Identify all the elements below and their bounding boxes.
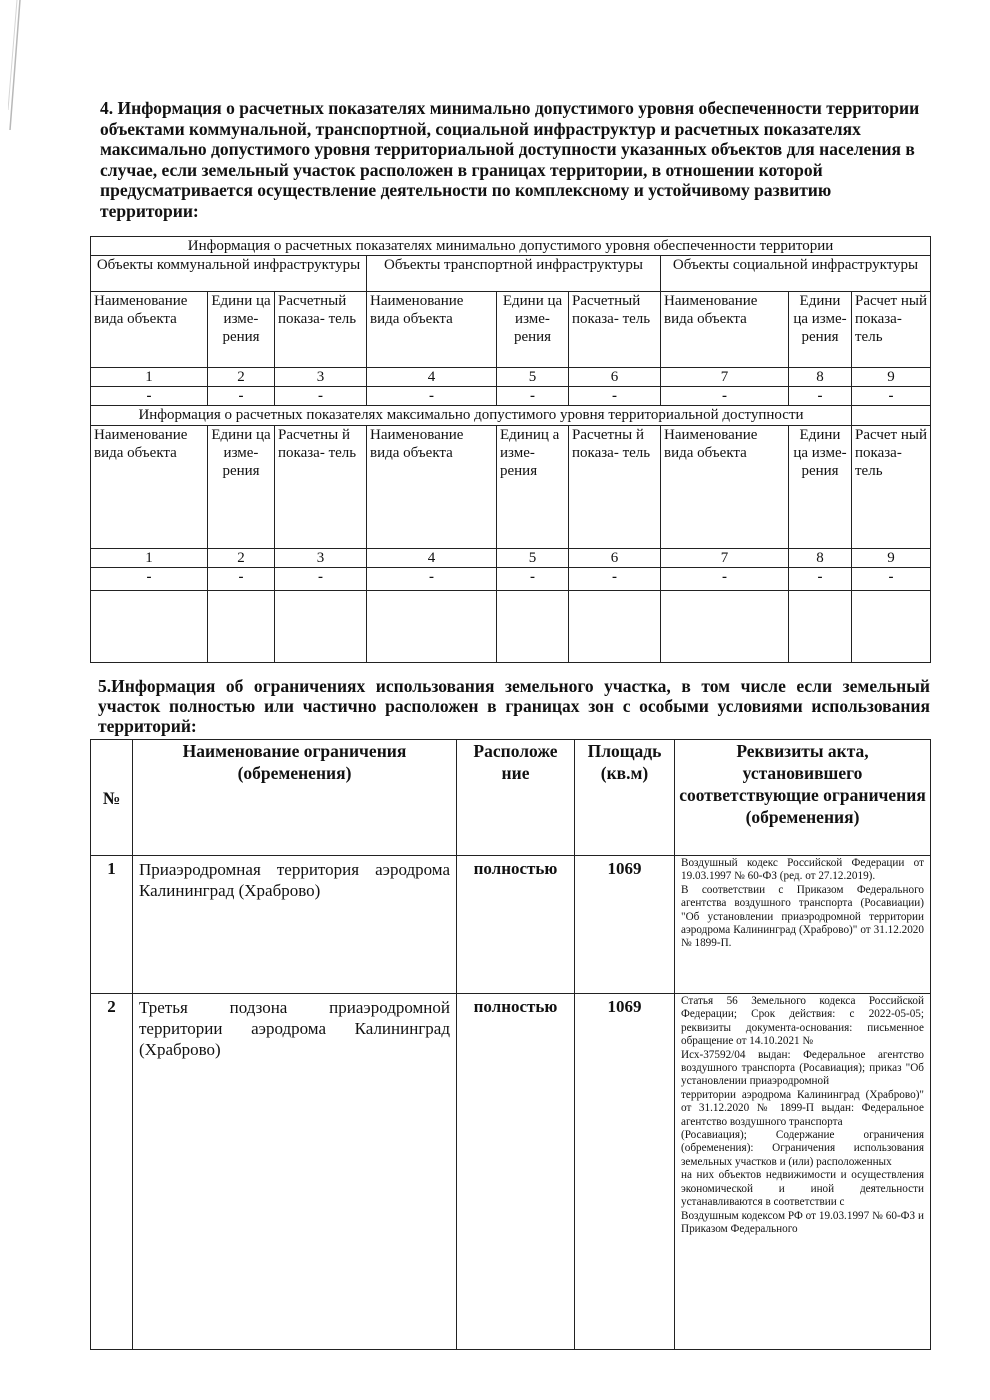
min-header-cell: Едини ца изме- рения: [789, 292, 852, 368]
min-header-cell: Наименование вида объекта: [367, 292, 497, 368]
group-social: Объекты социальной инфраструктуры: [661, 256, 931, 292]
group-transport: Объекты транспортной инфраструктуры: [367, 256, 661, 292]
row-number: 2: [91, 994, 133, 1350]
requisites-paragraph: В соответствии с Приказом Федерального агентства воздушного транспорта (Росавиации) "Об установлении приаэродромной территории аэродрома Калининград (Храброво)" от 31.12.2020 № 1899-П.: [681, 883, 924, 950]
empty-value: -: [497, 568, 569, 591]
restriction-area: 1069: [575, 994, 675, 1350]
blank-cell: [208, 591, 275, 663]
min-header-cell: Расчетный показа- тель: [569, 292, 661, 368]
restriction-name: Приаэродромная территория аэродрома Калининград (Храброво): [133, 856, 457, 994]
empty-value: -: [275, 387, 367, 406]
empty-value: -: [569, 568, 661, 591]
blank-cell: [852, 591, 931, 663]
requisites-paragraph: Исх-37592/04 выдан: Федеральное агентство воздушного транспорта (Росавиация); приказ "Об установлении приаэродромной: [681, 1048, 924, 1088]
empty-value: -: [661, 568, 789, 591]
restriction-location: полностью: [457, 856, 575, 994]
blank-cell: [569, 591, 661, 663]
blank-cell: [497, 591, 569, 663]
column-number: 1: [91, 368, 208, 387]
max-header-cell: Едини ца изме- рения: [208, 426, 275, 549]
column-number: 6: [569, 549, 661, 568]
max-header-cell: Расчет ный показа- тель: [852, 426, 931, 549]
column-number: 2: [208, 368, 275, 387]
min-header-cell: Расчетный показа- тель: [275, 292, 367, 368]
header-location: Расположе ние: [457, 740, 575, 856]
empty-value: -: [91, 387, 208, 406]
column-number: 3: [275, 368, 367, 387]
row-number: 1: [91, 856, 133, 994]
blank-cell: [367, 591, 497, 663]
group-communal: Объекты коммунальной инфраструктуры: [91, 256, 367, 292]
header-area: Площадь (кв.м): [575, 740, 675, 856]
empty-value: -: [91, 568, 208, 591]
empty-value: -: [367, 568, 497, 591]
section-5-heading: 5.Информация об ограничениях использования земельного участка, в том числе если земельный участок полностью или частично расположен в границах зон с особыми условиями использования территорий:: [98, 676, 930, 736]
restriction-requisites: [675, 994, 931, 1350]
empty-value: -: [208, 568, 275, 591]
empty-value: -: [661, 387, 789, 406]
column-number: 5: [497, 368, 569, 387]
column-number: 5: [497, 549, 569, 568]
table-row: [91, 856, 931, 994]
blank-cell: [852, 406, 931, 426]
column-number: 3: [275, 549, 367, 568]
restriction-location: полностью: [457, 994, 575, 1350]
max-header-cell: Расчетны й показа- тель: [569, 426, 661, 549]
blank-cell: [275, 591, 367, 663]
max-header-cell: Расчетны й показа- тель: [275, 426, 367, 549]
blank-cell: [91, 591, 208, 663]
column-number: 8: [789, 549, 852, 568]
blank-cell: [661, 591, 789, 663]
max-header-cell: Наименование вида объекта: [661, 426, 789, 549]
empty-value: -: [789, 387, 852, 406]
empty-value: -: [367, 387, 497, 406]
column-number: 6: [569, 368, 661, 387]
header-restriction-name: Наименование ограничения (обременения): [133, 740, 457, 856]
restriction-name: Третья подзона приаэродромной территории аэродрома Калининград (Храброво): [133, 994, 457, 1350]
requisites-paragraph: Воздушным кодексом РФ от 19.03.1997 № 60-ФЗ и Приказом Федерального: [681, 1209, 924, 1235]
min-header-cell: Едини ца изме- рения: [208, 292, 275, 368]
column-number: 4: [367, 368, 497, 387]
restriction-requisites: [675, 856, 931, 994]
empty-value: -: [497, 387, 569, 406]
requisites-paragraph: на них объектов недвижимости и осуществления экономической и иной деятельности устанавливаются в соответствии с: [681, 1169, 924, 1209]
requisites-paragraph: (Росавиация); Содержание ограничения (обременения): Ограничения использования земельных участков и (или) расположенных: [681, 1129, 924, 1168]
infrastructure-indicators-table: [90, 236, 931, 663]
blank-cell: [789, 591, 852, 663]
empty-value: -: [275, 568, 367, 591]
column-number: 1: [91, 549, 208, 568]
column-number: 2: [208, 549, 275, 568]
column-number: 7: [661, 368, 789, 387]
scan-edge-mark: [8, 0, 22, 130]
column-number: 9: [852, 368, 931, 387]
restriction-area: 1069: [575, 856, 675, 994]
empty-value: -: [852, 387, 931, 406]
requisites-paragraph: территории аэродрома Калининград (Храброво)" от 31.12.2020 № 1899-П выдан: Федеральное агентство воздушного транспорта: [681, 1088, 924, 1128]
max-header-cell: Наименование вида объекта: [91, 426, 208, 549]
empty-value: -: [208, 387, 275, 406]
column-number: 8: [789, 368, 852, 387]
restrictions-table: [90, 739, 931, 1350]
max-header-cell: Единиц а изме- рения: [497, 426, 569, 549]
min-indicators-title: Информация о расчетных показателях минимально допустимого уровня обеспеченности территории: [91, 237, 931, 256]
empty-value: -: [569, 387, 661, 406]
requisites-paragraph: Воздушный кодекс Российской Федерации от 19.03.1997 № 60-ФЗ (ред. от 27.12.2019).: [681, 857, 924, 883]
requisites-paragraph: Статья 56 Земельного кодекса Российской Федерации; Срок действия: с 2022-05-05; реквизиты документа-основания: письменное обращение от 14.10.2021 №: [681, 995, 924, 1048]
max-indicators-title: Информация о расчетных показателях максимально допустимого уровня территориальной доступности: [91, 406, 852, 426]
min-header-cell: Едини ца изме- рения: [497, 292, 569, 368]
section-4-heading: 4. Информация о расчетных показателях минимально допустимого уровня обеспеченности территории объектами коммунальной, транспортной, социальной инфраструктур и расчетных показателях максимально допустимого уровня территориальной доступности указанных объектов для населения в случае, если земельный участок расположен в границах территории, в отношении которой предусматривается осуществление деятельности по комплексному и устойчивому развитию территории:: [100, 98, 920, 221]
min-header-cell: Расчет ный показа- тель: [852, 292, 931, 368]
column-number: 9: [852, 549, 931, 568]
empty-value: -: [789, 568, 852, 591]
column-number: 4: [367, 549, 497, 568]
max-header-cell: Наименование вида объекта: [367, 426, 497, 549]
min-header-cell: Наименование вида объекта: [91, 292, 208, 368]
max-header-cell: Едини ца изме- рения: [789, 426, 852, 549]
empty-value: -: [852, 568, 931, 591]
header-requisites: Реквизиты акта, установившего соответствующие ограничения (обременения): [675, 740, 931, 856]
column-number: 7: [661, 549, 789, 568]
header-number: №: [91, 740, 133, 856]
table-row: [91, 994, 931, 1350]
min-header-cell: Наименование вида объекта: [661, 292, 789, 368]
